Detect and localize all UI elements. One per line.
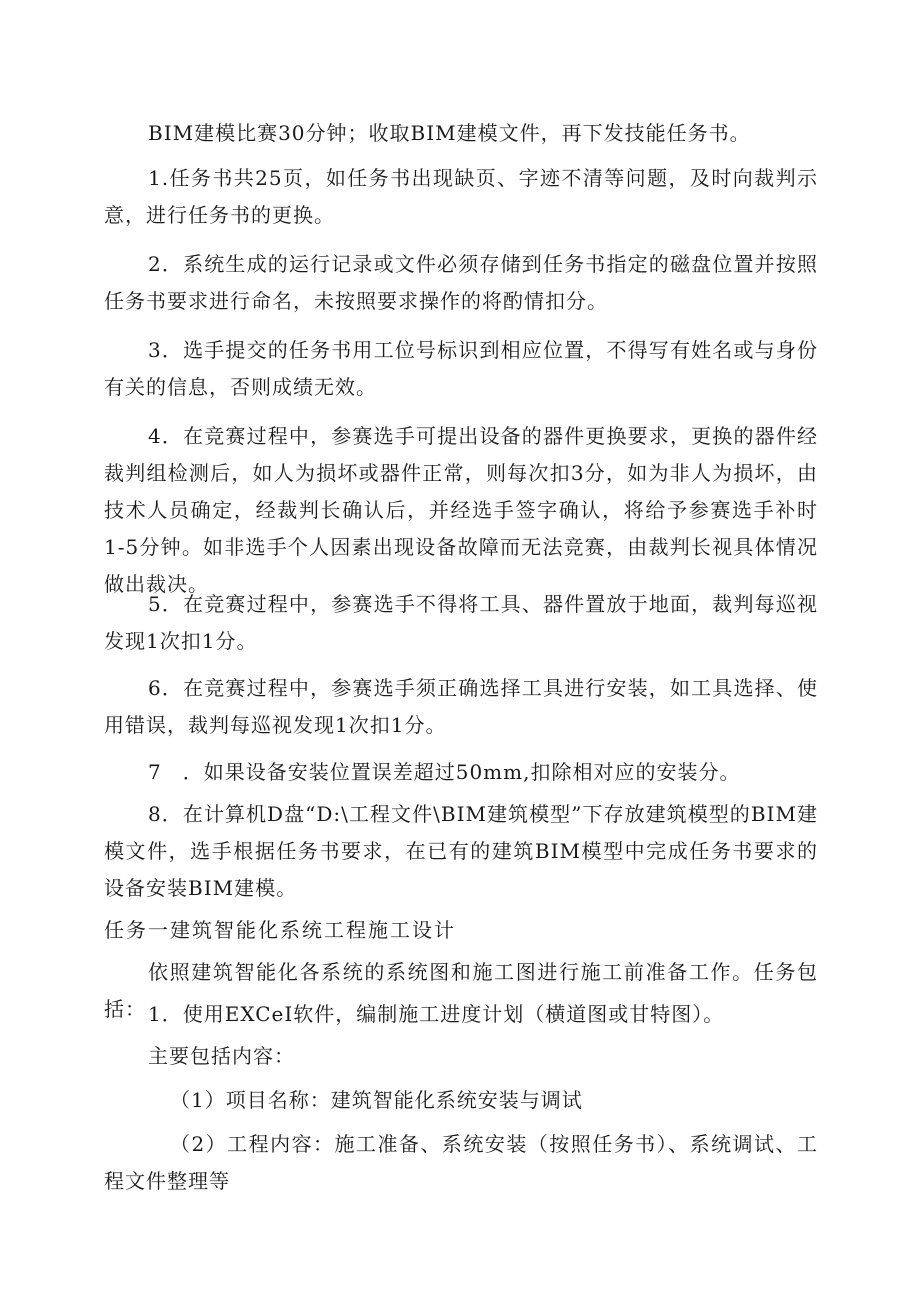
rule-item-1: 1.任务书共25页，如任务书出现缺页、字迹不清等问题，及时向裁判示意，进行任务书的更换。 — [104, 166, 818, 227]
rule-item-5: 5．在竞赛过程中，参赛选手不得将工具、器件置放于地面，裁判每巡视发现1次扣1分。 — [104, 592, 818, 653]
sub-item-2: （2）工程内容：施工准备、系统安装（按照任务书）、系统调试、工程文件整理等 — [104, 1132, 818, 1193]
task-heading: 任务一建筑智能化系统工程施工设计 — [104, 918, 456, 942]
rule-item-3: 3．选手提交的任务书用工位号标识到相应位置，不得写有姓名或与身份有关的信息，否则成绩无效。 — [104, 338, 818, 399]
rule-item-4: 4．在竞赛过程中，参赛选手可提出设备的器件更换要求，更换的器件经裁判组检测后，如人为损坏或器件正常，则每次扣3分，如为非人为损坏，由技术人员确定，经裁判长确认后，并经选手签字确认，将给予参赛选手补时1-5分钟。如非选手个人因素出现设备故障而无法竞赛，由裁判长视具体情况做出裁决。 — [104, 424, 818, 596]
task-intro: 依照建筑智能化各系统的系统图和施工图进行施工前准备工作。任务包括： — [104, 960, 818, 1021]
rule-item-8: 8．在计算机D盘“D:\工程文件\BIM建筑模型”下存放建筑模型的BIM建模文件，选手根据任务书要求，在已有的建筑BIM模型中完成任务书要求的设备安装BIM建模。 — [104, 802, 818, 900]
main-content-label: 主要包括内容： — [148, 1044, 295, 1068]
rule-item-7: 7 ．如果设备安装位置误差超过50mm,扣除相对应的安装分。 — [148, 760, 741, 784]
sub-item-1: （1）项目名称：建筑智能化系统安装与调试 — [170, 1088, 583, 1112]
rule-item-6: 6．在竞赛过程中，参赛选手须正确选择工具进行安装，如工具选择、使用错误，裁判每巡视发现1次扣1分。 — [104, 676, 818, 737]
rule-item-2: 2．系统生成的运行记录或文件必须存储到任务书指定的磁盘位置并按照任务书要求进行命名，未按照要求操作的将酌情扣分。 — [104, 252, 818, 313]
task-item-1: 1．使用EXCeI软件，编制施工进度计划（横道图或甘特图）。 — [148, 1002, 725, 1026]
intro-paragraph: BIM建模比赛30分钟；收取BIM建模文件，再下发技能任务书。 — [148, 121, 751, 145]
